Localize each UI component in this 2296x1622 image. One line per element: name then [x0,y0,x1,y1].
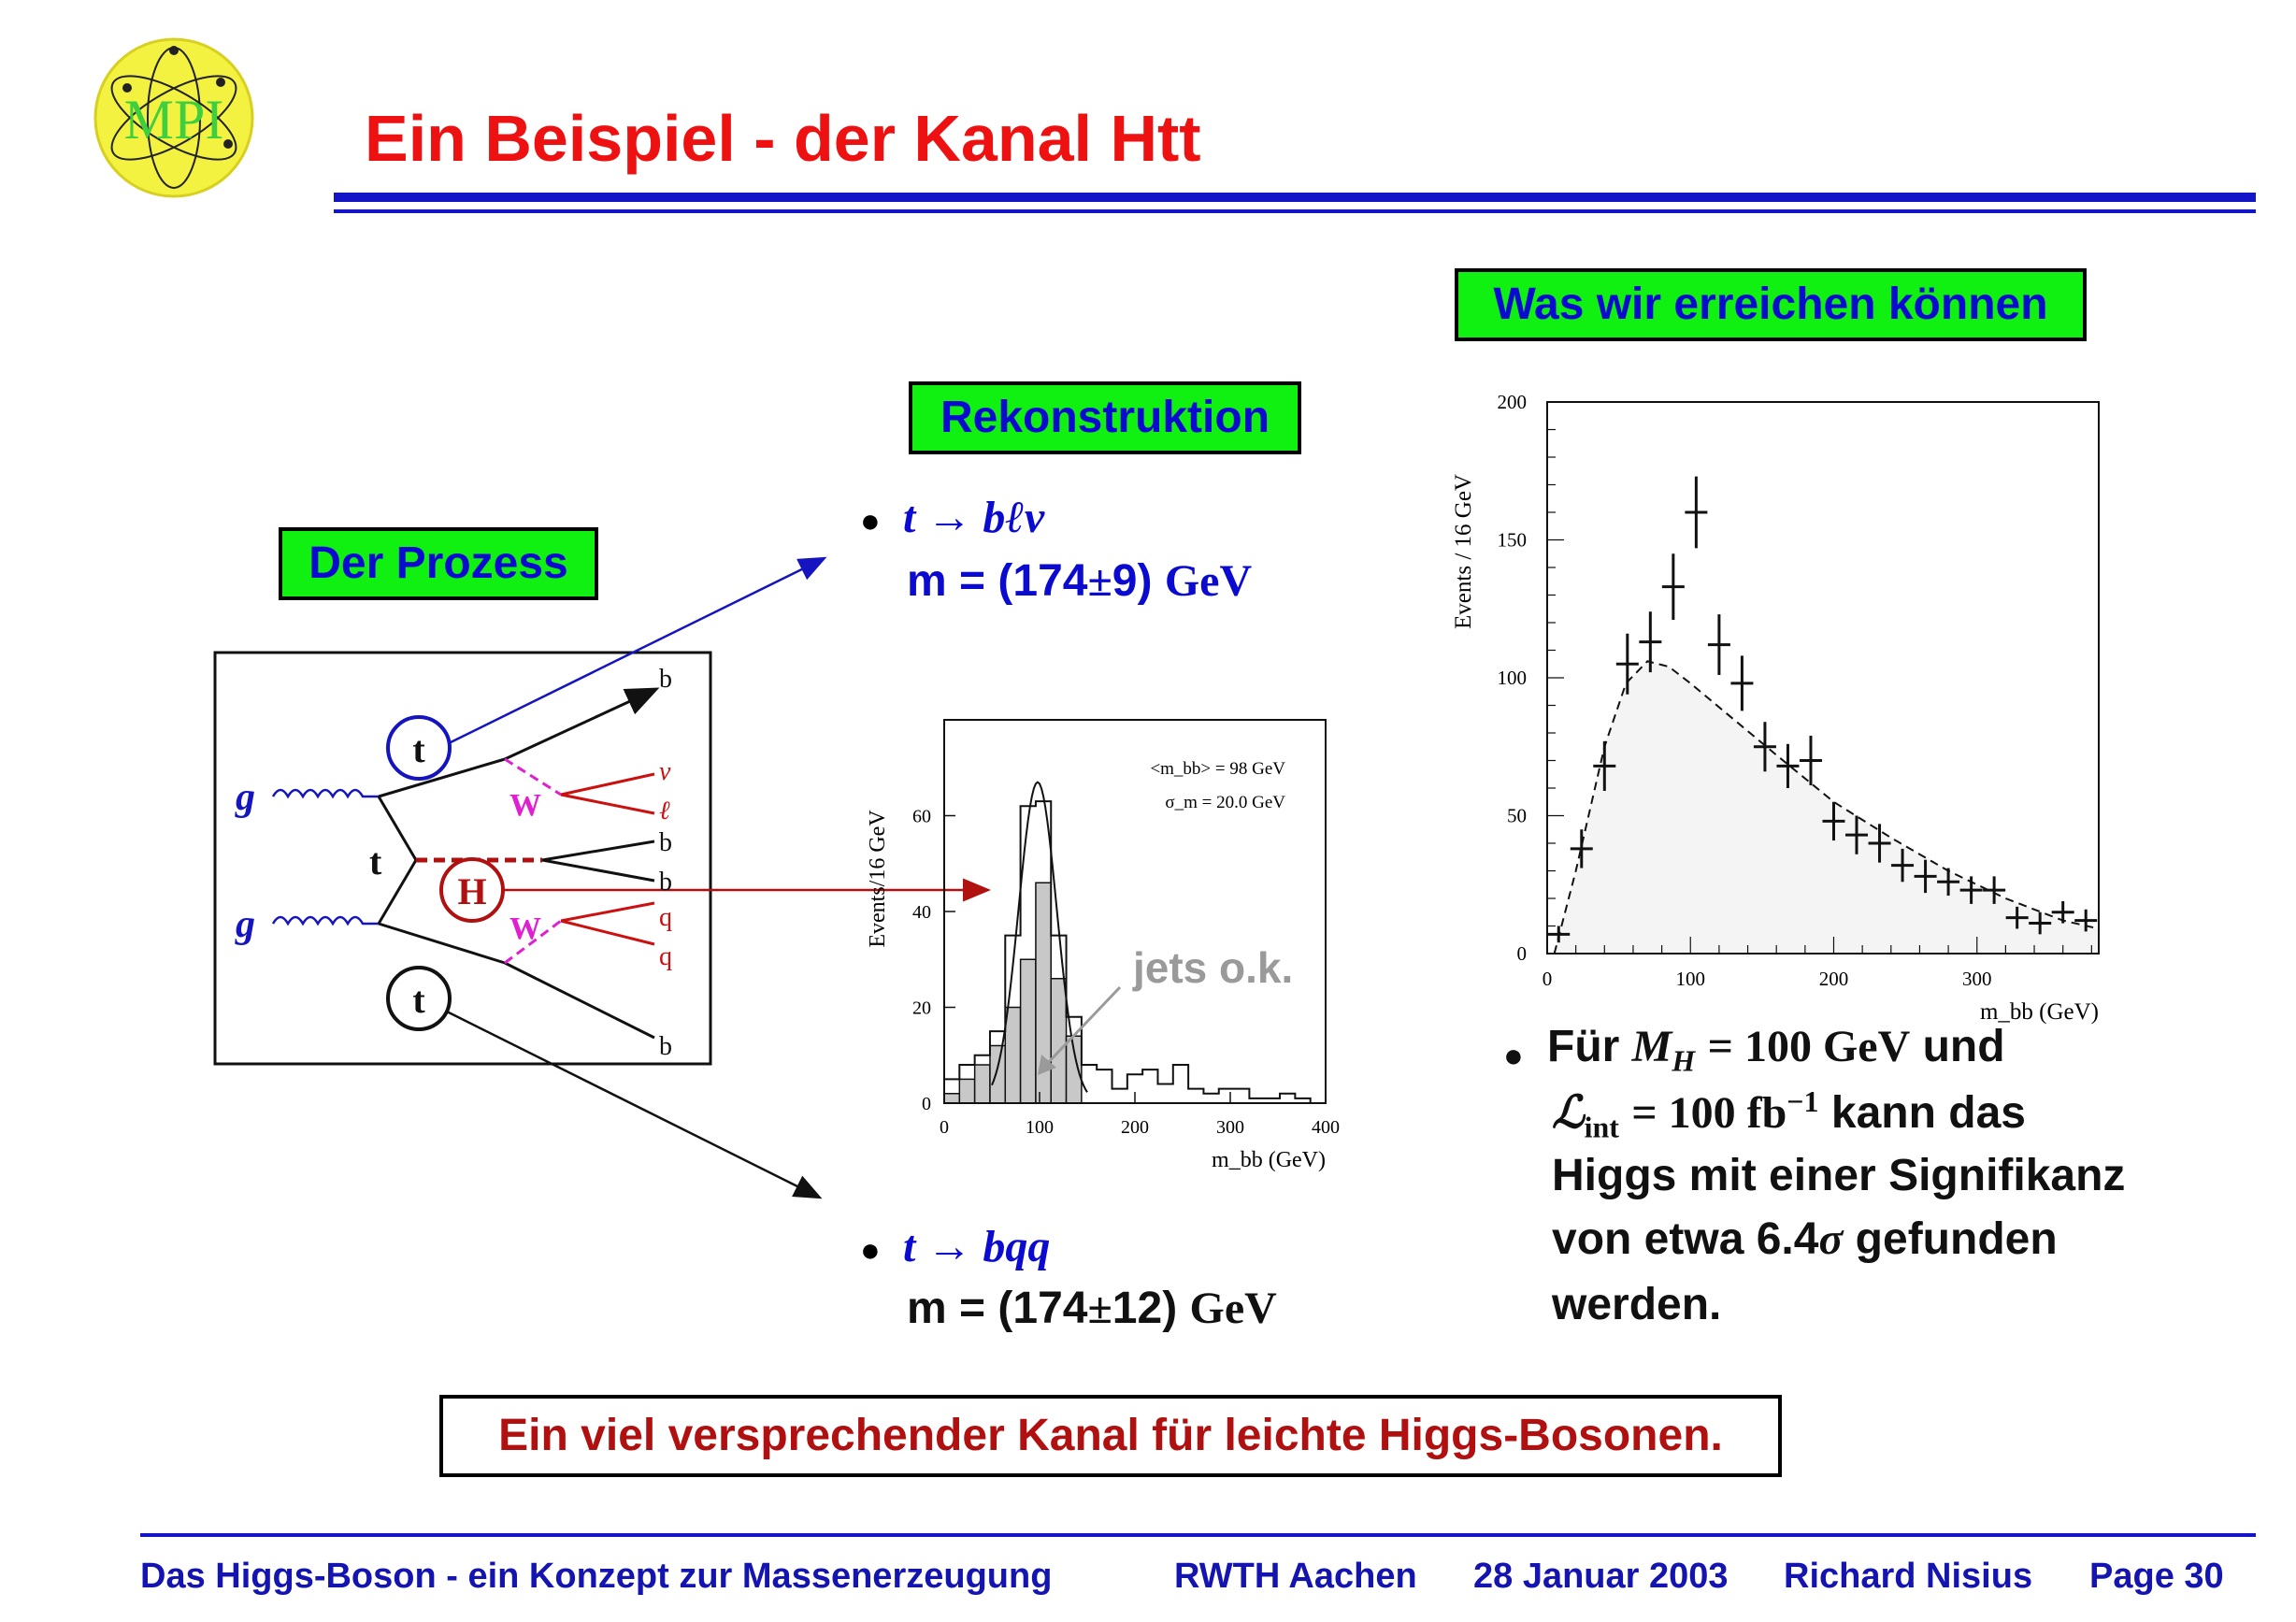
svg-text:q: q [659,942,672,971]
decay1-formula: t → bℓν [903,493,1045,542]
svg-text:b: b [659,665,672,694]
hist-bar-shaded [990,1046,1005,1104]
page-title: Ein Beispiel - der Kanal Htt [365,102,1201,175]
svg-text:g: g [236,776,255,819]
jets-note: jets o.k. [1133,943,1294,992]
y-tick-label: 50 [1507,804,1527,827]
result-line4: von etwa 6.4σ gefunden [1552,1214,2058,1264]
x-tick-label: 300 [1961,968,1992,990]
hist-bar-shaded [1051,979,1066,1103]
y-tick-label: 20 [912,998,931,1019]
svg-text:q: q [659,903,672,932]
x-tick-label: 300 [1216,1117,1244,1138]
x-tick-label: 200 [1121,1117,1149,1138]
result-label: Was wir erreichen können [1455,268,2087,341]
x-tick-label: 400 [1312,1117,1340,1138]
decay2-formula: t → bqq [903,1222,1051,1271]
reconstruction-label: Rekonstruktion [909,381,1301,454]
bullet-decay1: ● [860,501,881,539]
svg-text:b: b [659,1032,672,1061]
x-tick-label: 100 [1026,1117,1054,1138]
bullet-result: ● [1503,1036,1524,1074]
hist-bar-shaded [944,1094,959,1103]
svg-text:b: b [659,868,672,897]
x-tick-label: 0 [1542,968,1553,990]
result-line2: ℒ$_{int}$ = 100 $fb^{-1}$ kann das [1552,1084,2026,1144]
svg-text:H: H [457,870,487,912]
svg-text:b: b [659,828,672,857]
svg-text:ℓ: ℓ [659,797,670,825]
x-axis-label: m_bb (GeV) [1212,1148,1326,1172]
svg-text:g: g [236,903,255,946]
conclusion-text: Ein viel versprechender Kanal für leichte Higgs-Bosonen. [498,1411,1723,1460]
svg-text:ν: ν [659,757,671,786]
result-line1: Für $M_H = 100$ GeV und [1547,1022,2005,1078]
mass-spectrum-plot [1444,383,2108,1028]
logo-text: MPI [123,89,224,151]
hist-bar-shaded [1005,1008,1020,1104]
footer-talk: Das Higgs-Boson - ein Konzept zur Massenerzeugung [140,1557,1053,1596]
hist-bar-shaded [975,1065,990,1103]
y-tick-label: 100 [1497,667,1527,689]
svg-text:W: W [509,788,541,823]
annotation-sigma: σ_m = 20.0 GeV [1165,793,1285,812]
x-axis-label: m_bb (GeV) [1979,999,2099,1025]
x-tick-label: 200 [1818,968,1849,990]
y-tick-label: 200 [1497,391,1527,413]
y-axis-label: Events / 16 GeV [1451,474,1476,629]
bullet-decay2: ● [860,1230,881,1269]
footer-place: RWTH Aachen [1174,1557,1417,1596]
y-tick-label: 0 [1516,942,1527,965]
process-label: Der Prozess [279,527,598,600]
svg-text:t: t [412,728,425,770]
footer-rule [140,1533,2256,1537]
hist-bar-shaded [959,1079,974,1103]
y-tick-label: 0 [922,1094,931,1114]
conclusion-box [439,1395,1782,1477]
svg-text:t: t [369,840,382,883]
svg-text:W: W [509,911,541,946]
decay2-mass: m = (174±12) GeV [907,1284,1277,1333]
svg-text:t: t [412,979,425,1021]
decay1-mass: m = (174±9) GeV [907,556,1253,606]
x-tick-label: 100 [1675,968,1705,990]
footer-author: Richard Nisius [1784,1557,2033,1596]
x-tick-label: 0 [940,1117,949,1138]
y-tick-label: 40 [912,902,931,923]
y-tick-label: 150 [1497,528,1527,552]
footer-page: Page 30 [2089,1557,2224,1596]
footer-date: 28 Januar 2003 [1473,1557,1729,1596]
result-line3: Higgs mit einer Signifikanz [1552,1151,2126,1200]
y-axis-label: Events/16 GeV [866,810,890,948]
hist-bar-shaded [1021,959,1036,1103]
annotation-mean: <m_bb> = 98 GeV [1150,759,1285,779]
result-line5: werden. [1552,1280,1722,1329]
y-tick-label: 60 [912,806,931,827]
